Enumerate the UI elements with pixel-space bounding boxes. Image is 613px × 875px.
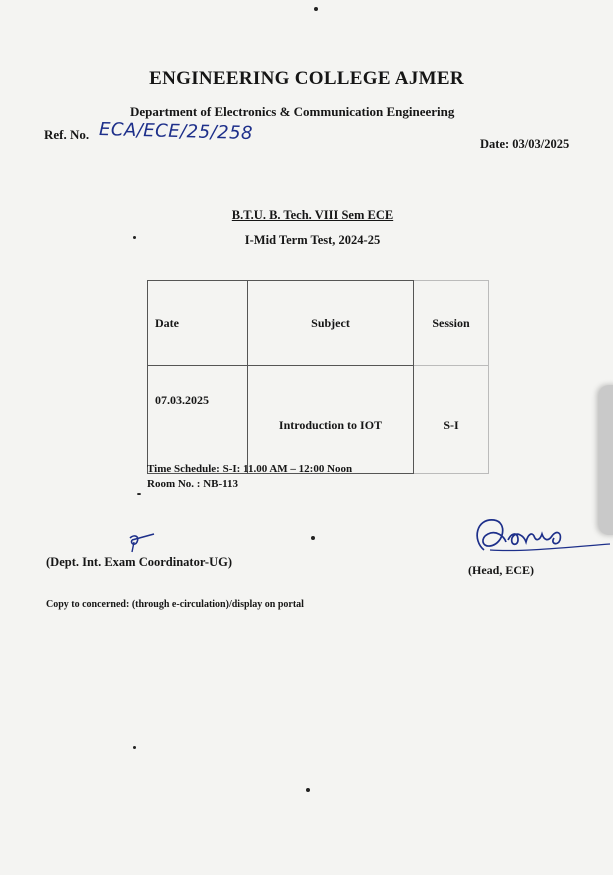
header-session: Session <box>414 281 489 366</box>
header-subject: Subject <box>248 281 414 366</box>
scan-speck <box>133 746 136 749</box>
test-title: I-Mid Term Test, 2024-25 <box>244 233 381 247</box>
scan-speck <box>133 236 136 239</box>
table-header-row <box>148 281 489 366</box>
table-row <box>148 366 489 474</box>
issue-date: Date: 03/03/2025 <box>480 137 570 151</box>
head-title: (Head, ECE) <box>468 563 534 577</box>
page-edge-shadow <box>599 385 613 535</box>
college-name: ENGINEERING COLLEGE AJMER <box>149 68 464 89</box>
coordinator-signature <box>124 530 164 558</box>
schedule-table <box>147 280 489 474</box>
scan-speck <box>314 7 318 11</box>
scan-speck <box>311 536 315 540</box>
ref-number-handwritten: ECA/ECE/25/258 <box>98 118 254 145</box>
ref-label: Ref. No. <box>44 127 90 142</box>
scan-speck <box>306 788 310 792</box>
scan-speck <box>137 493 141 495</box>
program-title: B.T.U. B. Tech. VIII Sem ECE <box>231 208 394 222</box>
room-number: Room No. : NB-113 <box>147 478 239 490</box>
cell-date: 07.03.2025 <box>148 366 248 474</box>
head-signature <box>470 510 613 566</box>
coordinator-title: (Dept. Int. Exam Coordinator-UG) <box>46 555 232 569</box>
cell-subject: Introduction to IOT <box>248 366 414 474</box>
cell-session: S-I <box>414 366 489 474</box>
header-date: Date <box>148 281 248 366</box>
department-name: Department of Electronics & Communication Engineering <box>130 104 455 119</box>
copy-note: Copy to concerned: (through e-circulation)/display on portal <box>46 599 304 610</box>
time-schedule: Time Schedule: S-I: 11.00 AM – 12:00 Noon <box>147 463 353 475</box>
